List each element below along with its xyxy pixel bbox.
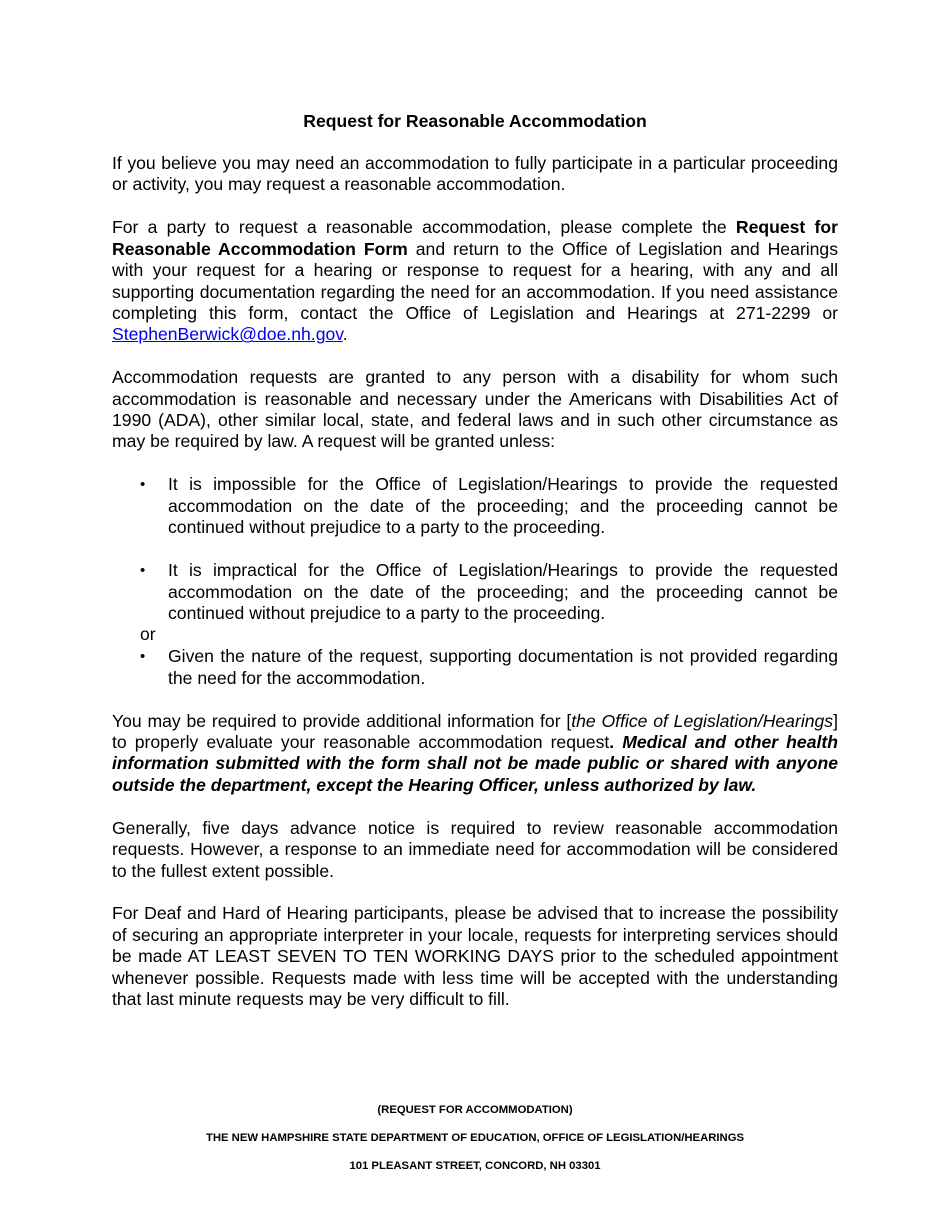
condition-text: It is impossible for the Office of Legislation/Hearings to provide the requested accommodation on the date of the proceeding; and the proceeding cannot be continued without prejudice to a party to the proceeding.: [168, 474, 838, 538]
condition-text: It is impractical for the Office of Legislation/Hearings to provide the requested accommodation on the date of the proceeding; and the proceeding cannot be continued without prejudice to a party to the proceeding.: [168, 560, 838, 623]
page-title: Request for Reasonable Accommodation: [303, 111, 647, 131]
info-paragraph: [112, 711, 838, 797]
bullet-icon: •: [140, 648, 146, 666]
info-text-2: ] to properly evaluate your reasonable accommodation request: [112, 710, 838, 753]
notice-paragraph: Generally, five days advance notice is required to review reasonable accommodation requests. However, a response to an immediate need for accommodation will be considered to the fullest extent possible.: [112, 817, 838, 881]
list-item: [112, 646, 838, 689]
request-paragraph: [112, 217, 838, 345]
granted-paragraph: Accommodation requests are granted to any person with a disability for whom such accommodation is reasonable and necessary under the Americans with Disabilities Act of 1990 (ADA), other similar local, state, and federal laws and in such other circumstance as may be required by law. A request will be granted unless:: [112, 367, 838, 452]
conditions-list: [112, 474, 838, 689]
list-item: [112, 560, 838, 624]
bullet-icon: •: [140, 476, 146, 494]
document-body: [112, 109, 838, 1032]
info-italic: the Office of Legislation/Hearings: [571, 710, 834, 731]
health-info-warning: Medical and other health information submitted with the form shall not be made public or shared with anyone outside the department, except the Hearing Officer, unless authorized by law.: [112, 732, 838, 795]
bullet-icon: •: [140, 562, 146, 580]
form-name: Request for Reasonable Accommodation Form: [112, 217, 838, 259]
footer-address: 101 PLEASANT STREET, CONCORD, NH 03301: [349, 1160, 601, 1172]
info-period: .: [609, 732, 615, 753]
condition-text: Given the nature of the request, supporting documentation is not provided regarding the need for the accommodation.: [168, 646, 838, 688]
list-item: [112, 474, 838, 538]
request-text-1: For a party to request a reasonable accommodation, please complete the: [112, 217, 736, 238]
deaf-paragraph: For Deaf and Hard of Hearing participants, please be advised that to increase the possibility of securing an appropriate interpreter in your locale, requests for interpreting services should be made AT LEAST SEVEN TO TEN WORKING DAYS prior to the scheduled appointment whenever possible. Requests made with less time will be accepted with the understanding that last minute requests may be very difficult to fill.: [112, 903, 838, 1010]
request-text-2: and return to the Office of Legislation and Hearings with your request for a hearing or response to request for a hearing, with any and all supporting documentation regarding the need for an accommodation. If you need assistance completing this form, contact the Office of Legislation and Hearings at 271-2299 or: [112, 238, 838, 323]
footer-title: (REQUEST FOR ACCOMMODATION): [377, 1104, 573, 1116]
intro-paragraph: If you believe you may need an accommodation to fully participate in a particular proceeding or activity, you may request a reasonable accommodation.: [112, 153, 838, 195]
info-text-1: You may be required to provide additional information for [: [112, 710, 572, 731]
email-link[interactable]: StephenBerwick@doe.nh.gov: [112, 324, 343, 345]
footer-department: THE NEW HAMPSHIRE STATE DEPARTMENT OF EDUCATION, OFFICE OF LEGISLATION/HEARINGS: [205, 1132, 745, 1144]
or-label: or: [140, 624, 156, 645]
request-text-3: .: [342, 324, 348, 345]
